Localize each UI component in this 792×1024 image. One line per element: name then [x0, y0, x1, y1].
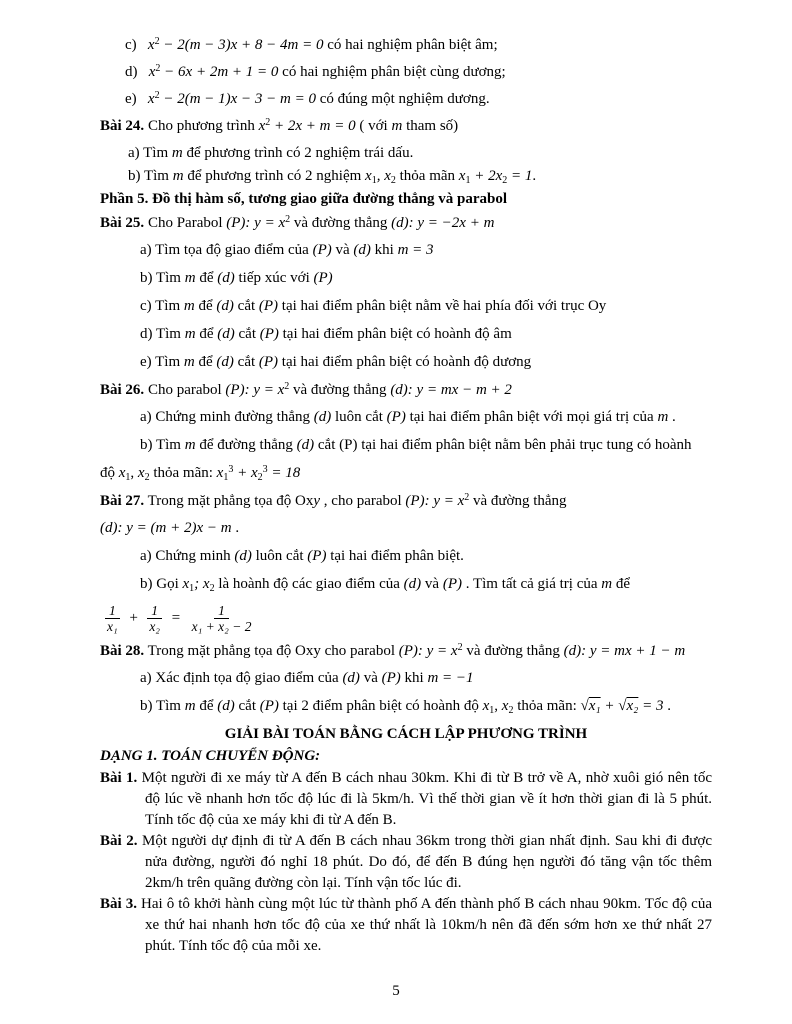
- subscript: 2: [257, 472, 263, 483]
- math-text-run: x: [501, 698, 509, 714]
- text-run: tại hai điểm phân biệt có hoành độ dương: [278, 354, 532, 370]
- math-text-run: + 2x: [470, 168, 503, 184]
- math-text-run: (d): y = (m + 2)x − m: [100, 520, 232, 536]
- text-run: Cho phương trình: [144, 118, 259, 134]
- text-run: c): [125, 37, 148, 53]
- page-number: 5: [392, 983, 400, 999]
- text-run: để: [612, 576, 631, 592]
- fraction-denominator: x₁ + x₂ − 2: [191, 619, 252, 634]
- text-run: Hai ô tô khởi hành cùng một lúc từ thành phố A đến thành phố B cách nhau 90km. Tốc độ của xe thứ hai nhanh hơn tốc độ của xe thứ nhất là 10km/h nên đã đến sớm hơn xe thứ nhất 27 phút. Tính tốc độ của mỗi xe.: [136, 896, 712, 954]
- text-run: ,: [130, 465, 138, 481]
- text-run: b) Tìm: [128, 168, 173, 184]
- text-run: có hai nghiệm phân biệt cùng dương;: [278, 64, 506, 80]
- bold-text-run: Bài 2.: [100, 833, 138, 849]
- bold-text-run: Bài 1.: [100, 770, 138, 786]
- math-text-run: (d): [217, 270, 235, 286]
- math-text-run: x: [137, 465, 145, 481]
- text-run: và đường thẳng: [290, 215, 392, 231]
- math-text-run: m: [601, 576, 613, 592]
- problem-26-item-b: [140, 436, 712, 455]
- math-text-run: m: [184, 698, 196, 714]
- text-run: thỏa mãn:: [513, 698, 581, 714]
- text-run: Trong mặt phẳng tọa độ Oxy cho parabol: [144, 643, 399, 659]
- math-text-run: = 3: [638, 698, 664, 714]
- problem-28-item-b: [140, 697, 712, 716]
- text-run: thỏa mãn: [395, 168, 459, 184]
- radicand: x₁: [588, 698, 601, 714]
- math-text-run: m: [657, 409, 669, 425]
- text-run: Một người dự định đi từ A đến B cách nhau 36km trong thời gian nhất định. Sau khi đi được nửa đường, người đó nghỉ 18 phút. Do đó, để đến B đúng hẹn người đó tăng vận tốc thêm 2km/h trên quãng đường còn lại. Tính vận tốc lúc đi.: [137, 833, 712, 891]
- fraction: [145, 603, 164, 634]
- text-run: và đường thẳng: [469, 493, 567, 509]
- text-run: độ: [100, 465, 119, 481]
- math-text-run: m = −1: [427, 670, 474, 686]
- math-text-run: m: [184, 326, 196, 342]
- subscript: 2: [209, 583, 215, 594]
- math-text-run: x: [147, 37, 155, 53]
- text-run: Cho parabol: [144, 382, 226, 398]
- problem-25-item-a: [140, 241, 712, 260]
- option-item-c: [125, 36, 712, 55]
- math-text-run: (P): y = x: [226, 215, 286, 231]
- text-run: b) Tìm: [140, 698, 185, 714]
- math-text-run: m = 3: [397, 242, 434, 258]
- math-text-run: (d): y = mx − m + 2: [390, 382, 512, 398]
- text-run: để: [194, 298, 217, 314]
- math-text-run: (P): y = x: [225, 382, 285, 398]
- math-text-run: (P): [386, 409, 406, 425]
- text-run: . Tìm tất cả giá trị của: [462, 576, 602, 592]
- problem-bai-26: [100, 381, 712, 400]
- text-run: cắt: [233, 354, 259, 370]
- math-text-run: m: [183, 298, 195, 314]
- math-text-run: (P): [442, 576, 462, 592]
- problem-bai-28: [100, 642, 712, 661]
- subscript: 2: [144, 472, 150, 483]
- superscript: 2: [265, 117, 271, 128]
- text-run: và đường thẳng: [289, 382, 391, 398]
- subscript: 2: [390, 175, 396, 186]
- superscript: 2: [154, 36, 160, 47]
- math-text-run: (P): y = x: [398, 643, 458, 659]
- text-run: a) Chứng minh: [140, 548, 235, 564]
- radicand: x₂: [626, 698, 639, 714]
- math-text-run: x: [216, 465, 224, 481]
- text-run: .: [668, 409, 676, 425]
- text-run: cắt: [234, 698, 260, 714]
- bold-text-run: Bài 28.: [100, 643, 145, 659]
- math-text-run: (P): y = x: [405, 493, 465, 509]
- math-text-run: − 6x + 2m + 1 = 0: [160, 64, 279, 80]
- math-text-run: , x: [376, 168, 391, 184]
- text-run: để: [195, 698, 218, 714]
- text-run: và: [421, 576, 443, 592]
- math-text-run: (d): [217, 326, 235, 342]
- text-run: .: [532, 168, 537, 184]
- text-run: để phương trình có 2 nghiệm: [183, 168, 366, 184]
- option-item-e: [125, 90, 712, 109]
- option-item-d: [125, 63, 712, 82]
- text-run: a) Xác định tọa độ giao điểm của: [140, 670, 343, 686]
- text-run: luôn cắt: [331, 409, 387, 425]
- math-text-run: x: [147, 91, 155, 107]
- math-text-run: (P): [307, 548, 327, 564]
- math-text-run: = 18: [267, 465, 301, 481]
- superscript: 2: [285, 214, 291, 225]
- math-text-run: + √: [600, 698, 627, 714]
- math-text-run: (P): [312, 242, 332, 258]
- text-run: có đúng một nghiệm dương.: [316, 91, 490, 107]
- text-run: cắt: [234, 326, 260, 342]
- bold-text-run: Bài 3.: [100, 896, 137, 912]
- problem-27-item-a: [140, 547, 712, 566]
- text-run: có hai nghiệm phân biệt âm;: [323, 37, 498, 53]
- text-run: để đường thẳng: [195, 437, 297, 453]
- problem-25-item-e: [140, 353, 712, 372]
- text-run: b) Gọi: [140, 576, 183, 592]
- fraction-numerator: 1: [105, 603, 120, 619]
- math-text-run: − 2(m − 1)x − 3 − m = 0: [159, 91, 317, 107]
- fraction: [103, 603, 122, 634]
- subscript: 1: [489, 705, 495, 716]
- problem-bai-24: [100, 117, 712, 136]
- text-run: để: [195, 326, 218, 342]
- word-problem-bai-1: [100, 768, 712, 831]
- subscript: 1: [371, 175, 377, 186]
- problem-26-item-b-continued: [100, 464, 712, 483]
- dang-1-heading: [100, 747, 712, 766]
- text-run: .: [231, 520, 240, 536]
- text-run: a) Tìm tọa độ giao điểm của: [140, 242, 313, 258]
- text-run: Cho Parabol: [144, 215, 227, 231]
- math-text-run: (d): [296, 437, 315, 453]
- text-run: luôn cắt: [251, 548, 308, 564]
- math-text-run: = 1: [507, 168, 533, 184]
- text-run: b) Tìm: [140, 437, 185, 453]
- math-text-run: (d): [216, 354, 234, 370]
- math-text-run: m: [183, 354, 195, 370]
- fraction-denominator: x₁: [107, 619, 118, 634]
- bold-text-run: Bài 27.: [100, 493, 145, 509]
- superscript: 2: [464, 492, 470, 503]
- problem-25-item-c: [140, 297, 712, 316]
- subscript: 2: [508, 705, 514, 716]
- text-run: d): [125, 64, 149, 80]
- math-text-run: − 2(m − 3)x + 8 − 4m = 0: [159, 37, 324, 53]
- math-text-run: y: [313, 493, 321, 509]
- problem-27-item-b: [140, 575, 712, 594]
- math-text-run: (d): [313, 409, 332, 425]
- problem-bai-25: [100, 214, 712, 233]
- math-text-run: (d): [342, 670, 360, 686]
- math-text-run: (d): [234, 548, 252, 564]
- text-run: tại 2 điểm phân biệt có hoành độ: [278, 698, 483, 714]
- subscript: 1: [125, 472, 131, 483]
- text-run: để: [194, 354, 217, 370]
- math-text-run: =: [167, 609, 185, 626]
- text-run: tại hai điểm phân biệt.: [326, 548, 464, 564]
- text-run: và: [331, 242, 354, 258]
- text-run: Trong mặt phẳng tọa độ Ox: [144, 493, 314, 509]
- math-text-run: (d): y = −2x + m: [391, 215, 495, 231]
- text-run: để: [195, 270, 218, 286]
- problem-26-item-a: [140, 408, 712, 427]
- math-text-run: (d): [403, 576, 422, 592]
- problem-25-item-d: [140, 325, 712, 344]
- text-run: c) Tìm: [140, 298, 184, 314]
- math-text-run: x: [458, 168, 466, 184]
- text-run: tiếp xúc với: [234, 270, 314, 286]
- word-problem-bai-2: [100, 831, 712, 894]
- text-run: Một người đi xe máy từ A đến B cách nhau 30km. Khi đi từ B trở về A, nhờ xuôi gió nên tốc độ lúc về nhanh hơn tốc độ lúc đi là 5km/h. Vì thế thời gian về ít hơn thời gian đi là 5 phút. Tính tốc độ của xe máy khi đi từ A đến B.: [137, 770, 712, 828]
- math-text-run: m: [184, 270, 196, 286]
- superscript: 3: [228, 464, 234, 475]
- text-run: a) Tìm: [128, 145, 172, 161]
- text-run: e) Tìm: [140, 354, 184, 370]
- text-run: ,: [494, 698, 502, 714]
- subscript: 1: [223, 472, 229, 483]
- math-text-run: (d): [353, 242, 371, 258]
- section-heading-phan-5: [100, 190, 712, 209]
- math-text-run: +: [124, 609, 143, 626]
- text-run: là hoành độ các giao điểm của: [214, 576, 404, 592]
- text-run: d) Tìm: [140, 326, 185, 342]
- math-text-run: m: [391, 118, 403, 134]
- math-text-run: (P): [259, 698, 279, 714]
- bold-text-run: Bài 25.: [100, 215, 145, 231]
- text-run: và đường thẳng: [462, 643, 564, 659]
- bold-italic-text-run: DẠNG 1. TOÁN CHUYỂN ĐỘNG:: [100, 748, 321, 764]
- bold-text-run: Bài 24.: [100, 118, 145, 134]
- problem-27-fraction-equation: [100, 603, 712, 634]
- math-text-run: + 2x + m = 0: [270, 118, 356, 134]
- text-run: để phương trình có 2 nghiệm trái dấu.: [182, 145, 414, 161]
- fraction-numerator: 1: [214, 603, 229, 619]
- math-text-run: x: [482, 698, 490, 714]
- math-text-run: m: [184, 437, 196, 453]
- text-run: và: [359, 670, 382, 686]
- math-text-run: (d): [216, 298, 234, 314]
- text-run: ( với: [355, 118, 392, 134]
- superscript: 2: [155, 63, 161, 74]
- subscript: 2: [502, 175, 508, 186]
- math-text-run: m: [171, 145, 183, 161]
- text-run: khi: [400, 670, 428, 686]
- text-run: cắt (P) tại hai điểm phân biệt nằm bên phải trục tung có hoành: [314, 437, 692, 453]
- text-run: tham số): [402, 118, 459, 134]
- math-text-run: x: [118, 465, 126, 481]
- text-run: tại hai điểm phân biệt có hoành độ âm: [278, 326, 512, 342]
- text-run: , cho parabol: [320, 493, 406, 509]
- text-run: e): [125, 91, 148, 107]
- bold-text-run: Bài 26.: [100, 382, 145, 398]
- math-text-run: (d): [217, 698, 235, 714]
- fraction-denominator: x₂: [149, 619, 160, 634]
- text-run: tại hai điểm phân biệt nằm về hai phía đối với trục Oy: [278, 298, 607, 314]
- superscript: 2: [154, 90, 160, 101]
- math-text-run: m: [172, 168, 184, 184]
- text-run: cắt: [233, 298, 259, 314]
- text-run: .: [663, 698, 671, 714]
- subscript: 1: [465, 175, 471, 186]
- bold-text-run: Phần 5. Đồ thị hàm số, tương giao giữa đường thẳng và parabol: [100, 191, 508, 207]
- text-run: khi: [370, 242, 398, 258]
- subscript: 1: [189, 583, 195, 594]
- text-run: a) Chứng minh đường thẳng: [140, 409, 314, 425]
- math-text-run: x: [182, 576, 190, 592]
- text-run: b) Tìm: [140, 270, 185, 286]
- problem-25-item-b: [140, 269, 712, 288]
- problem-28-item-a: [140, 669, 712, 688]
- math-text-run: x: [148, 64, 156, 80]
- math-text-run: (P): [258, 298, 279, 314]
- word-problem-bai-3: [100, 894, 712, 957]
- problem-24-item-b: [128, 167, 712, 186]
- fraction: [188, 603, 256, 634]
- main-heading: [100, 725, 712, 744]
- problem-27-equation: [100, 519, 712, 538]
- math-text-run: (P): [258, 354, 279, 370]
- math-text-run: (P): [259, 326, 279, 342]
- math-text-run: (P): [313, 270, 333, 286]
- superscript: 3: [262, 464, 268, 475]
- math-text-run: √: [580, 698, 589, 714]
- math-text-run: (P): [381, 670, 401, 686]
- math-text-run: x: [365, 168, 372, 184]
- problem-bai-27: [100, 492, 712, 511]
- math-text-run: x: [258, 118, 266, 134]
- math-text-run: (d): y = mx + 1 − m: [563, 643, 686, 659]
- fraction-numerator: 1: [147, 603, 162, 619]
- math-text-run: ; x: [194, 576, 210, 592]
- superscript: 2: [284, 381, 290, 392]
- problem-24-item-a: [128, 144, 712, 163]
- text-run: tại hai điểm phân biệt với mọi giá trị của: [405, 409, 658, 425]
- superscript: 2: [457, 642, 463, 653]
- bold-text-run: GIẢI BÀI TOÁN BẰNG CÁCH LẬP PHƯƠNG TRÌNH: [224, 726, 588, 742]
- text-run: thỏa mãn:: [149, 465, 217, 481]
- math-text-run: + x: [233, 465, 258, 481]
